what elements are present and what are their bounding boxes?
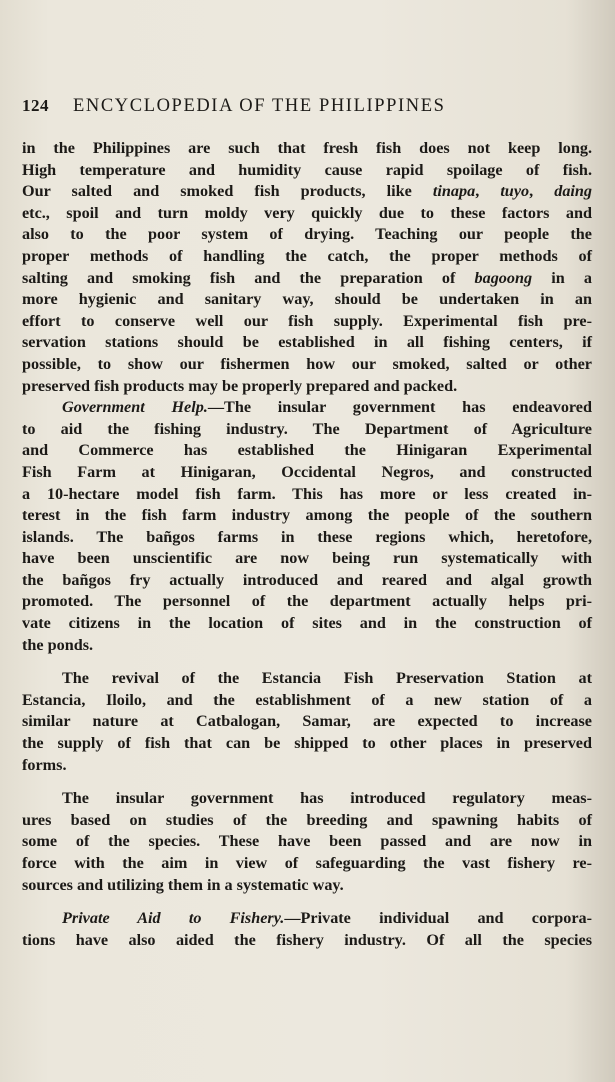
italic-term: bagoong [474,268,533,287]
text-line: sources and utilizing them in a systematic way. [22,875,344,894]
text-line: proper methods of handling the catch, the proper methods of [22,246,592,265]
italic-term: tuyo [500,182,530,201]
text-line: ures based on studies of the breeding and spawning habits of [22,810,592,829]
text-line: servation stations should be established in all fishing centers, if [22,333,592,352]
body-text [22,138,592,951]
text-line: The revival of the Estancia Fish Preservation Station at [62,669,592,688]
text-line-part: —The insular government has endeavored [207,398,592,417]
text-line: possible, to show our fishermen how our smoked, salted or other [22,354,592,373]
paragraph-fish-spoilage [22,138,592,397]
paragraph-private-aid [22,908,592,951]
paragraph-government-help [22,397,592,656]
italic-term: daing [554,182,593,201]
paragraph-estancia-station [22,668,592,776]
text-line: more hygienic and sanitary way, should be undertaken in an [22,290,592,309]
text-line: some of the species. These have been passed and are now in [22,832,592,851]
text-line [22,181,592,203]
text-line: promoted. The personnel of the department actually helps pri- [22,592,592,611]
text-line-part: —Private individual and corpora- [284,909,592,928]
text-line: islands. The bañgos farms in these regions which, heretofore, [22,527,592,546]
text-line: the ponds. [22,635,94,654]
section-heading-private-aid: Private Aid to Fishery. [62,909,285,928]
text-line: to aid the fishing industry. The Department of Agriculture [22,419,592,438]
text-line: etc., spoil and turn moldy very quickly due to these factors and [22,203,592,222]
page-number: 124 [22,96,49,115]
text-line: the supply of fish that can be shipped to other places in preserved [22,734,592,753]
section-heading-government-help: Government Help. [62,398,208,417]
text-line: effort to conserve well our fish supply. Experimental fish pre- [22,311,592,330]
text-line: in the Philippines are such that fresh fish does not keep long. [22,139,592,157]
text-line [22,908,592,930]
text-line: terest in the fish farm industry among the people of the southern [22,506,592,525]
text-line: also to the poor system of drying. Teaching our people the [22,225,592,244]
text-line: vate citizens in the location of sites and in the construction of [22,614,592,633]
text-line: and Commerce has established the Hinigaran Experimental [22,441,592,460]
page-header [22,96,446,117]
text-line: salting and smoking fish and the preparation of bagoong in a [22,268,592,287]
text-line: a 10-hectare model fish farm. This has more or less created in- [22,484,592,503]
paragraph-regulatory-measures [22,788,592,896]
text-line-part: Our salted and smoked fish products, like tinapa, tuyo, daing [22,182,593,201]
text-line: the bañgos fry actually introduced and reared and algal growth [22,570,592,589]
text-line: have been unscientific are now being run systematically with [22,549,592,568]
text-line: preserved fish products may be properly prepared and packed. [22,376,458,395]
text-line: Estancia, Iloilo, and the establishment of a new station of a [22,690,592,709]
text-line: Fish Farm at Hinigaran, Occidental Negros, and constructed [22,462,592,481]
text-line: forms. [22,755,67,774]
italic-term: tinapa [432,182,476,201]
text-line: force with the aim in view of safeguarding the vast fishery re- [22,854,592,872]
running-title: ENCYCLOPEDIA OF THE PHILIPPINES [73,96,446,116]
text-line: similar nature at Catbalogan, Samar, are expected to increase [22,712,592,731]
text-line: The insular government has introduced regulatory meas- [62,789,592,808]
text-line: High temperature and humidity cause rapid spoilage of fish. [22,160,592,179]
text-line [22,397,592,419]
text-line: tions have also aided the fishery industry. Of all the species [22,930,592,949]
